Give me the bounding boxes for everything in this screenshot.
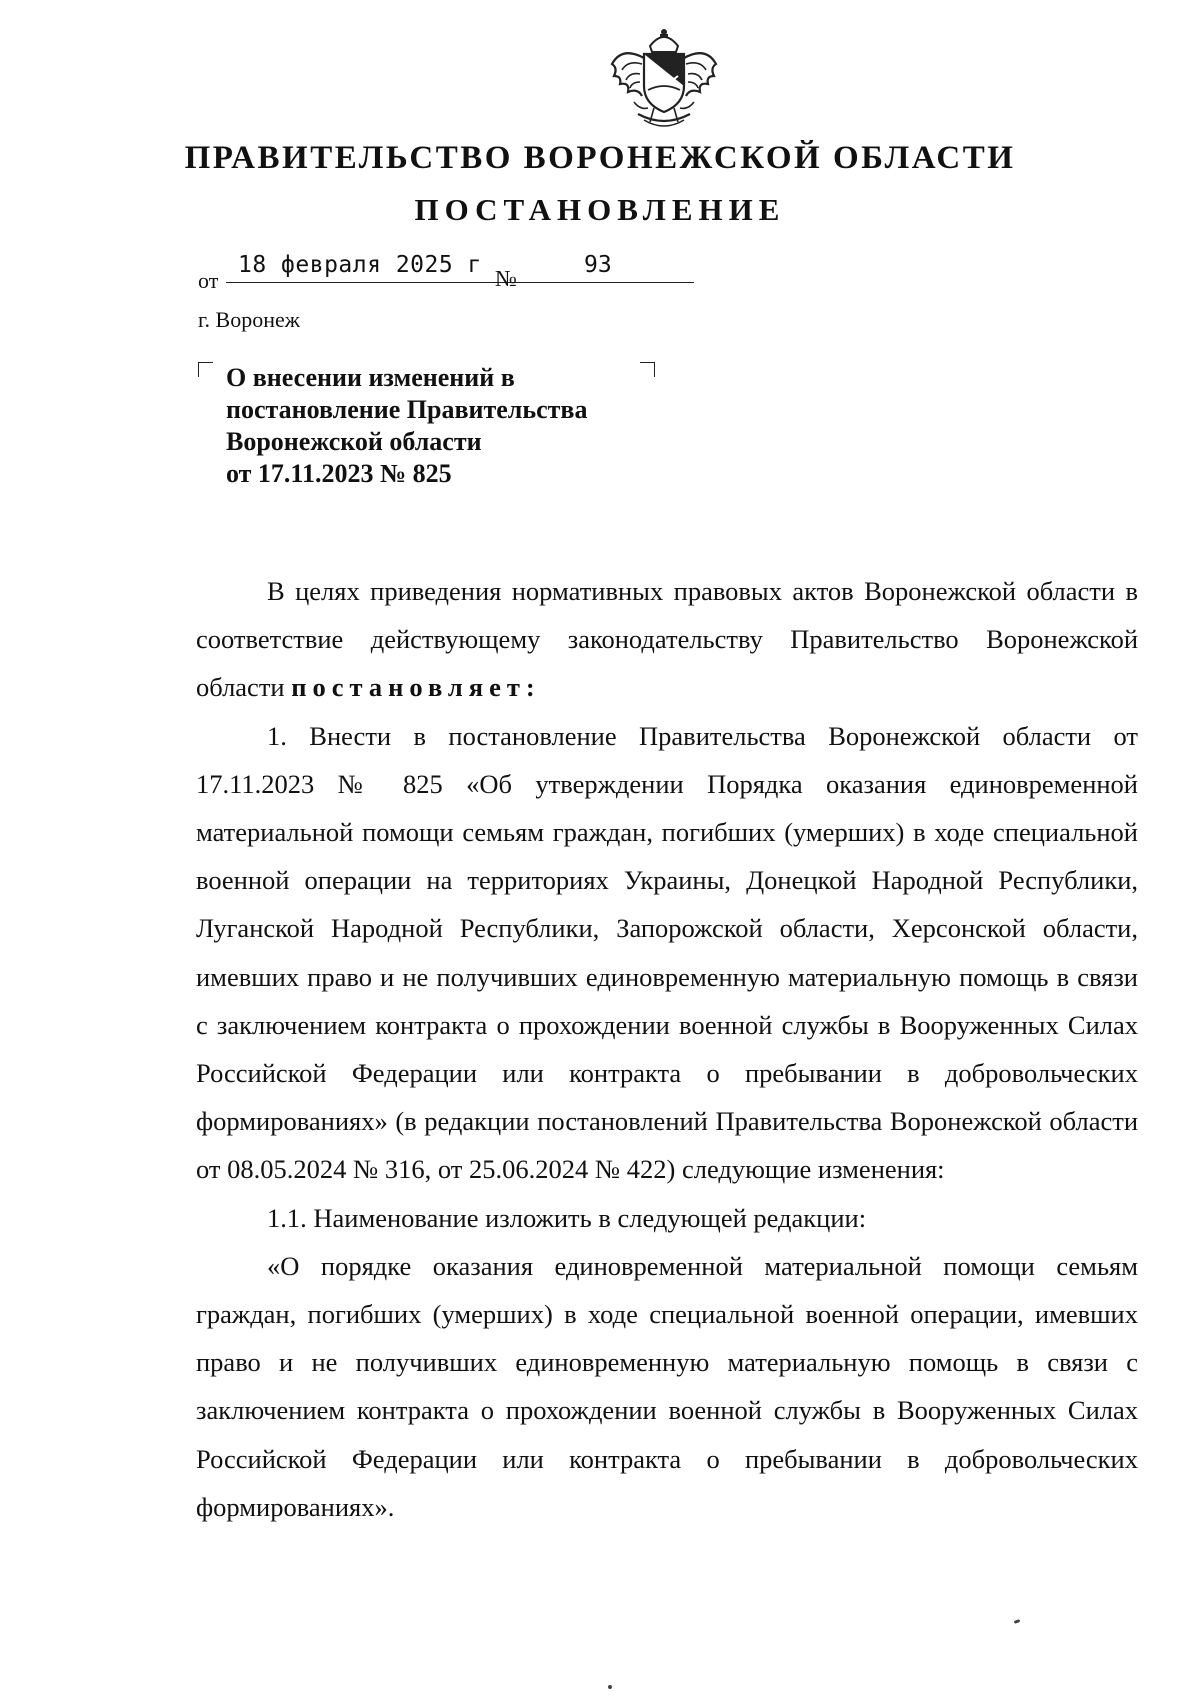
document-type-title: ПОСТАНОВЛЕНИЕ bbox=[414, 192, 786, 227]
item-1-1-quote-paragraph: «О порядке оказания единовременной материальной помощи семьям граждан, погибших (умерших) в ходе специальной военной операции, имевших право и не получивших единовременную материальную помощь в связи с заключением контракта о прохождении военной службы в Вооруженных Силах Российской Федерации или контракта о пребывании в добровольческих формированиях». bbox=[196, 1250, 1138, 1522]
scan-mark bbox=[608, 1685, 612, 1689]
item-1-1-paragraph: 1.1. Наименование изложить в следующей редакции: bbox=[267, 1202, 867, 1233]
date-from-label: от bbox=[198, 268, 219, 293]
subject-corner-left bbox=[198, 362, 213, 377]
subject-line: постановление Правительства bbox=[226, 395, 588, 424]
document-date: 18 февраля 2025 г bbox=[238, 252, 482, 278]
document-subject bbox=[226, 362, 666, 490]
organization-title: ПРАВИТЕЛЬСТВО ВОРОНЕЖСКОЙ ОБЛАСТИ bbox=[184, 140, 1016, 176]
preamble-text: В целях приведения нормативных правовых актов Воронежской области в соответствие действующему законодательству Правительство Воронежской области bbox=[196, 576, 1138, 703]
document-number: 93 bbox=[584, 252, 612, 278]
number-label: № bbox=[495, 266, 517, 291]
scan-mark bbox=[1014, 1619, 1021, 1624]
preamble-paragraph bbox=[196, 567, 1138, 712]
registration-line bbox=[198, 252, 658, 292]
item-1-paragraph: 1. Внести в постановление Правительства Воронежской области от 17.11.2023 № 825 «Об утверждении Порядка оказания единовременной материальной помощи семьям граждан, погибших (умерших) в ходе специальной военной операции на территориях Украины, Донецкой Народной Республики, Луганской Народной Республики, Запорожской области, Херсонской области, имевших право и не получивших единовременную материальную помощь в связи с заключением контракта о прохождении военной службы в Вооруженных Силах Российской Федерации или контракта о пребывании в добровольческих формированиях» (в редакции постановлений Правительства Воронежской области от 08.05.2024 № 316, от 25.06.2024 № 422) следующие изменения: bbox=[196, 720, 1138, 1185]
number-field bbox=[521, 252, 653, 282]
coat-of-arms-emblem-icon bbox=[604, 24, 724, 138]
decree-colon: : bbox=[525, 672, 535, 703]
subject-line: О внесении изменений в bbox=[226, 363, 515, 392]
subject-line: от 17.11.2023 № 825 bbox=[226, 459, 452, 488]
decree-word: постановляет bbox=[291, 672, 526, 703]
subject-line: Воронежской области bbox=[226, 427, 482, 456]
city-label: г. Воронеж bbox=[198, 307, 300, 332]
document-body bbox=[196, 567, 1138, 1531]
